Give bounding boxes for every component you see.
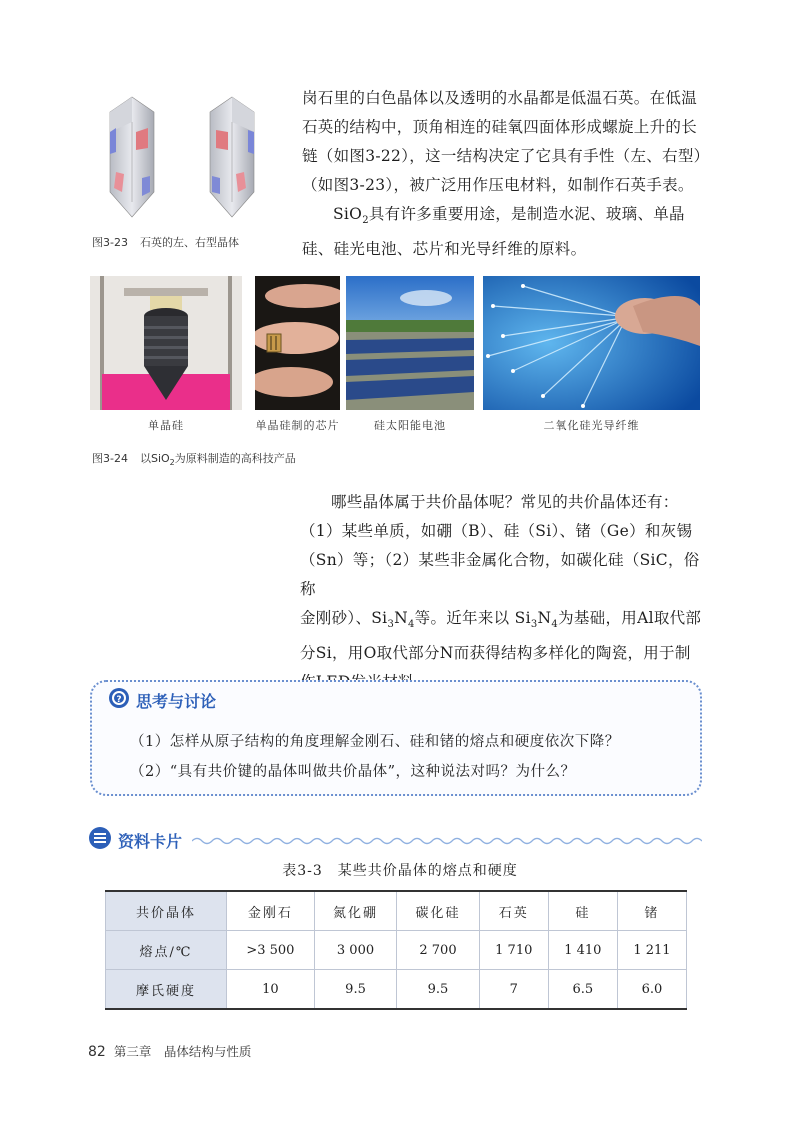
text-run: 等。近年来以 Si — [414, 609, 531, 627]
info-card-icon — [88, 826, 112, 854]
discussion-icon — [108, 687, 130, 713]
table-header-row — [106, 891, 687, 931]
photo-label: 二氧化硅光导纤维 — [543, 419, 640, 432]
figure-number: 图3-24 — [92, 452, 128, 465]
intro-text — [302, 84, 702, 264]
sio2-subscript: 2 — [362, 215, 369, 227]
table-row — [106, 931, 687, 970]
figure-3-23-caption — [92, 234, 239, 250]
quartz-crystals-illustration — [92, 92, 292, 222]
page-footer — [88, 1042, 251, 1060]
table-cell: 10 — [227, 970, 315, 1010]
think-discuss-title: 思考与讨论 — [136, 691, 217, 711]
table-column-header: 氮化硼 — [314, 891, 396, 931]
wavy-divider — [192, 832, 702, 851]
svg-text:?: ? — [116, 695, 122, 705]
chapter-title: 第三章 晶体结构与性质 — [113, 1044, 252, 1059]
text-run: 为基础，用Al取代部 — [558, 609, 702, 627]
figure-number: 图3-23 — [92, 236, 128, 249]
discussion-question: （1）怎样从原子结构的角度理解金刚石、硅和锗的熔点和硬度依次下降？ — [130, 734, 620, 750]
table-row-label: 熔点/℃ — [106, 931, 227, 970]
subscript: 3 — [387, 619, 395, 631]
table-cell: 9.5 — [314, 970, 396, 1010]
table-cell: 6.0 — [617, 970, 686, 1010]
table-column-header: 锗 — [617, 891, 686, 931]
table-cell: 9.5 — [397, 970, 479, 1010]
figure-caption-pre: 以SiO — [139, 452, 170, 465]
table-row — [106, 970, 687, 1010]
photo-label: 单晶硅 — [148, 419, 184, 432]
photo-optical-fiber — [483, 276, 700, 410]
table-row-label: 摩氏硬度 — [106, 970, 227, 1010]
table-cell: 1 410 — [548, 931, 617, 970]
table-column-header: 硅 — [548, 891, 617, 931]
text-run: N — [537, 609, 552, 627]
subscript: 3 — [530, 619, 538, 631]
text-run: 金刚砂）、Si — [300, 609, 388, 627]
sio2-text: 具有许多重要用途，是制造水泥、玻璃、单晶硅、硅光电池、芯片和光导纤维的原料。 — [302, 205, 685, 259]
table-cell: 3 000 — [314, 931, 396, 970]
sio2-formula: SiO — [333, 205, 363, 223]
table-cell: 1 211 — [617, 931, 686, 970]
text-line: （Sn）等；（2）某些非金属化合物，如碳化硅（SiC，俗称 — [300, 551, 700, 598]
page-number: 82 — [88, 1044, 106, 1060]
table-cell: >3 500 — [227, 931, 315, 970]
photo-monocrystalline-silicon — [90, 276, 242, 410]
photo-solar-panels — [346, 276, 474, 410]
table-title: 表3-3 某些共价晶体的熔点和硬度 — [282, 863, 518, 879]
table-cell: 7 — [479, 970, 548, 1010]
text-run: N — [394, 609, 408, 627]
table-column-header: 金刚石 — [227, 891, 315, 931]
figure-3-24-caption — [92, 450, 296, 467]
photo-label: 硅太阳能电池 — [374, 419, 446, 432]
table-cell: 6.5 — [548, 970, 617, 1010]
photo-label: 单晶硅制的芯片 — [255, 419, 340, 432]
subscript: 4 — [551, 619, 559, 631]
info-card-title: 资料卡片 — [118, 831, 183, 851]
text-line: （1）某些单质，如硼（B）、硅（Si）、锗（Ge）和灰锡 — [300, 522, 693, 540]
left-quartz-crystal — [110, 97, 154, 217]
think-discuss-header — [108, 687, 216, 713]
covalent-crystal-paragraph — [300, 488, 702, 697]
text-line — [300, 604, 702, 639]
figure-caption-subscript: 2 — [169, 458, 175, 468]
table-column-header: 石英 — [479, 891, 548, 931]
table-cell: 1 710 — [479, 931, 548, 970]
info-card-header — [88, 826, 182, 854]
subscript: 4 — [407, 619, 415, 631]
covalent-crystal-table — [105, 890, 687, 1010]
table-column-header: 碳化硅 — [397, 891, 479, 931]
text-line: 分Si，用O取代部分N而获得结构多样化的陶瓷，用于制 — [300, 644, 691, 663]
table-cell: 2 700 — [397, 931, 479, 970]
figure-caption-post: 为原料制造的高科技产品 — [174, 452, 296, 465]
right-quartz-crystal — [210, 97, 254, 217]
table-header-label: 共价晶体 — [106, 891, 227, 931]
figure-caption-text: 石英的左、右型晶体 — [139, 236, 239, 249]
text-line: 哪些晶体属于共价晶体呢？常见的共价晶体还有： — [331, 493, 679, 511]
sio2-paragraph — [302, 200, 702, 264]
discussion-question: （2）“具有共价键的晶体叫做共价晶体”，这种说法对吗？为什么？ — [130, 764, 576, 780]
intro-paragraph: 岗石里的白色晶体以及透明的水晶都是低温石英。在低温石英的结构中，顶角相连的硅氧四面体形成螺旋上升的长链（如图3-22），这一结构决定了它具有手性（左、右型）（如图3-23），被广泛用作压电材料，如制作石英手表。 — [302, 89, 702, 194]
photo-silicon-chip — [255, 276, 340, 410]
